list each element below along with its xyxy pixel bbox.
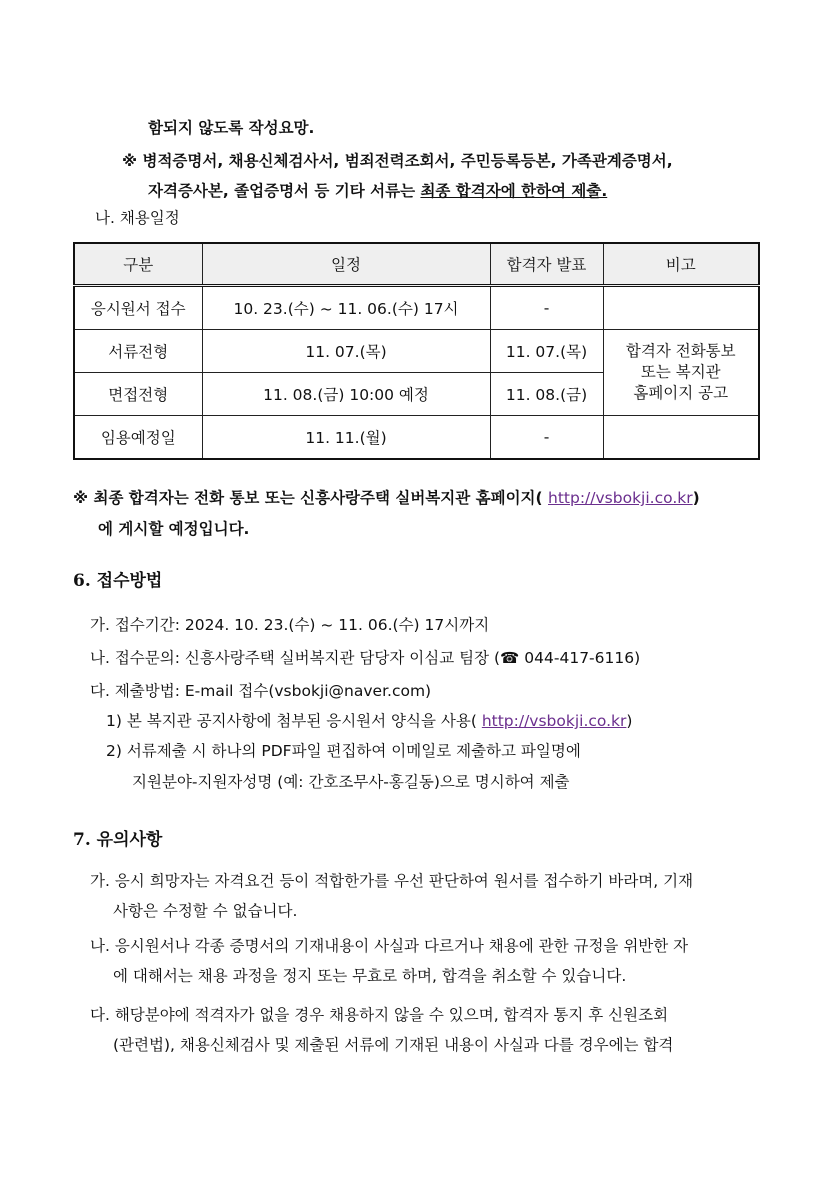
table-row	[74, 286, 759, 330]
row-remark-empty	[603, 416, 759, 460]
required-docs-note: ※ 병적증명서, 채용신체검사서, 범죄전력조회서, 주민등록등본, 가족관계증명서,	[122, 152, 673, 170]
form-link[interactable]: http://vsbokji.co.kr	[481, 712, 627, 730]
continued-line: 함되지 않도록 작성요망.	[148, 119, 315, 137]
row-announce: -	[490, 286, 603, 330]
row-announce: 11. 08.(금)	[490, 373, 603, 416]
section6-sub2: 2) 서류제출 시 하나의 PDF파일 편집하여 이메일로 제출하고 파일명에	[106, 742, 581, 760]
row-date: 11. 08.(금) 10:00 예정	[202, 373, 490, 416]
section6-item-ga: 가. 접수기간: 2024. 10. 23.(수) ~ 11. 06.(수) 17시까지	[90, 616, 490, 634]
row-remark: 합격자 전화통보 또는 복지관 홈페이지 공고	[603, 330, 759, 416]
header-remark: 비고	[603, 243, 759, 286]
section7-item-ga-line2: 사항은 수정할 수 없습니다.	[113, 902, 298, 920]
table-row	[74, 416, 759, 460]
row-remark-empty	[603, 286, 759, 330]
section7-item-da: 다. 해당분야에 적격자가 없을 경우 채용하지 않을 수 있으며, 합격자 통지 후 신원조회	[90, 1006, 669, 1024]
section6-title: 6. 접수방법	[73, 571, 163, 591]
section6-item-na: 나. 접수문의: 신흥사랑주택 실버복지관 담당자 이심교 팀장 (☎ 044-417-6116)	[90, 649, 641, 667]
header-category: 구분	[74, 243, 202, 286]
row-category: 응시원서 접수	[74, 286, 202, 330]
schedule-heading: 나. 채용일정	[95, 209, 180, 227]
row-announce: 11. 07.(목)	[490, 330, 603, 373]
row-date: 11. 11.(월)	[202, 416, 490, 460]
row-date: 11. 07.(목)	[202, 330, 490, 373]
row-category: 임용예정일	[74, 416, 202, 460]
row-category: 서류전형	[74, 330, 202, 373]
header-date: 일정	[202, 243, 490, 286]
header-announce: 합격자 발표	[490, 243, 603, 286]
row-date: 10. 23.(수) ~ 11. 06.(수) 17시	[202, 286, 490, 330]
phone-icon: ☎	[500, 649, 520, 667]
section7-item-da-line2: (관련법), 채용신체검사 및 제출된 서류에 기재된 내용이 사실과 다를 경우에는 합격	[113, 1036, 674, 1054]
required-docs-note-line2: 자격증사본, 졸업증명서 등 기타 서류는 최종 합격자에 한하여 제출.	[148, 182, 608, 200]
row-category: 면접전형	[74, 373, 202, 416]
schedule-table	[73, 242, 760, 460]
section7-item-na-line2: 에 대해서는 채용 과정을 정지 또는 무효로 하며, 합격을 취소할 수 있습니다.	[113, 967, 627, 985]
table-row	[74, 330, 759, 373]
section6-item-da: 다. 제출방법: E-mail 접수(vsbokji@naver.com)	[90, 682, 432, 700]
final-notice-line2: 에 게시할 예정입니다.	[98, 520, 250, 538]
section6-sub1: 1) 본 복지관 공지사항에 첨부된 응시원서 양식을 사용( http://vsbokji.co.kr)	[106, 712, 633, 730]
section6-sub2-line2: 지원분야-지원자성명 (예: 간호조무사-홍길동)으로 명시하여 제출	[132, 773, 570, 791]
table-header-row	[74, 243, 759, 286]
section7-item-ga: 가. 응시 희망자는 자격요건 등이 적합한가를 우선 판단하여 원서를 접수하기 바라며, 기재	[90, 872, 694, 890]
final-notice: ※ 최종 합격자는 전화 통보 또는 신흥사랑주택 실버복지관 홈페이지( http://vsbokji.co.kr)	[73, 489, 700, 507]
homepage-link[interactable]: http://vsbokji.co.kr	[548, 489, 693, 507]
final-applicant-only: 최종 합격자에 한하여 제출.	[420, 182, 608, 200]
section7-item-na: 나. 응시원서나 각종 증명서의 기재내용이 사실과 다르거나 채용에 관한 규정을 위반한 자	[90, 937, 689, 955]
section7-title: 7. 유의사항	[73, 830, 163, 850]
row-announce: -	[490, 416, 603, 460]
